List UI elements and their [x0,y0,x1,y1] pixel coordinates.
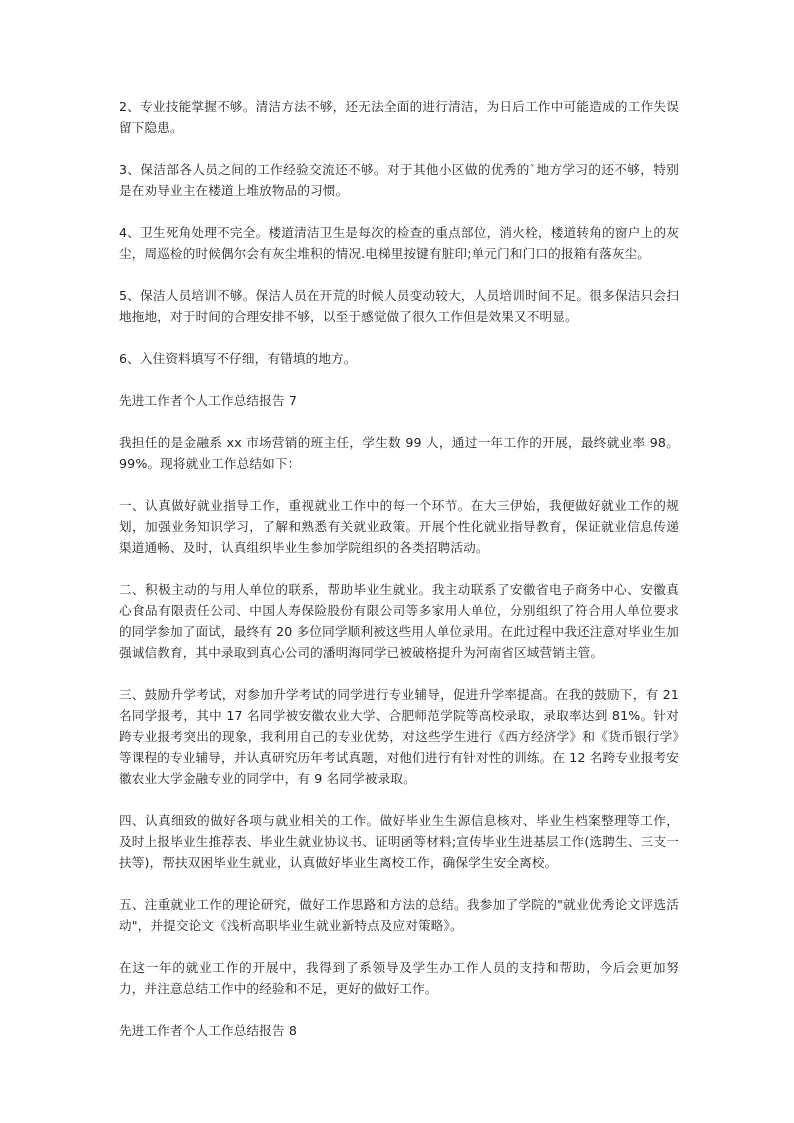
section-heading-8: 先进工作者个人工作总结报告 8 [119,1023,297,1038]
paragraph-intro: 我担任的是金融系 xx 市场营销的班主任，学生数 99 人，通过一年工作的开展，最终就业率 98。99%。现将就业工作总结如下： [119,435,679,471]
paragraph-point-1: 一、认真做好就业指导工作，重视就业工作中的每一个环节。在大三伊始，我便做好就业工作的规划，加强业务知识学习，了解和熟悉有关就业政策。开展个性化就业指导教育，保证就业信息传递渠道通畅、及时，认真组织毕业生参加学院组织的各类招聘活动。 [119,498,679,555]
paragraph-item-6: 6、入住资料填写不仔细，有错填的地方。 [119,351,357,366]
section-heading-7: 先进工作者个人工作总结报告 7 [119,393,297,408]
paragraph-item-2: 2、专业技能掌握不够。清洁方法不够，还无法全面的进行清洁，为日后工作中可能造成的工作失误留下隐患。 [119,99,679,135]
paragraph-item-4: 4、卫生死角处理不完全。楼道清洁卫生是每次的检查的重点部位，消火栓，楼道转角的窗户上的灰尘，周巡检的时候偶尔会有灰尘堆积的情况.电梯里按键有脏印;单元门和门口的报箱有落灰尘。 [119,225,679,261]
paragraph-point-4: 四、认真细致的做好各项与就业相关的工作。做好毕业生生源信息核对、毕业生档案整理等工作，及时上报毕业生推荐表、毕业生就业协议书、证明函等材料;宣传毕业生进基层工作(选聘生、三支一扶等)，帮扶双困毕业生就业，认真做好毕业生离校工作，确保学生安全离校。 [119,813,679,870]
paragraph-item-5: 5、保洁人员培训不够。保洁人员在开荒的时候人员变动较大，人员培训时间不足。很多保洁只会扫地拖地，对于时间的合理安排不够，以至于感觉做了很久工作但是效果又不明显。 [119,288,679,324]
paragraph-point-2: 二、积极主动的与用人单位的联系，帮助毕业生就业。我主动联系了安徽省电子商务中心、安徽真心食品有限责任公司、中国人寿保险股份有限公司等多家用人单位，分别组织了符合用人单位要求的同学参加了面试，最终有 20 多位同学顺利被这些用人单位录用。在此过程中我还注意对毕业生加强诚信教育，其中录取到真心公司的潘明海同学已被破格提升为河南省区域营销主管。 [119,582,679,660]
document-body [119,96,679,1062]
paragraph-item-3: 3、保洁部各人员之间的工作经验交流还不够。对于其他小区做的优秀的`地方学习的还不够，特别是在劝导业主在楼道上堆放物品的习惯。 [119,162,679,198]
paragraph-point-5: 五、注重就业工作的理论研究，做好工作思路和方法的总结。我参加了学院的"就业优秀论文评选活动"，并提交论文《浅析高职毕业生就业新特点及应对策略》。 [119,897,679,933]
paragraph-conclusion: 在这一年的就业工作的开展中，我得到了系领导及学生办工作人员的支持和帮助，今后会更加努力，并注意总结工作中的经验和不足，更好的做好工作。 [119,960,679,996]
paragraph-point-3: 三、鼓励升学考试，对参加升学考试的同学进行专业辅导，促进升学率提高。在我的鼓励下，有 21 名同学报考，其中 17 名同学被安徽农业大学、合肥师范学院等高校录取，录取率达到 81%。针对跨专业报考突出的现象，我利用自己的专业优势，对这些学生进行《西方经济学》和《货币银行学》等课程的专业辅导，并认真研究历年考试真题，对他们进行有针对性的训练。在 12 名跨专业报考安徽农业大学金融专业的同学中，有 9 名同学被录取。 [119,687,679,786]
